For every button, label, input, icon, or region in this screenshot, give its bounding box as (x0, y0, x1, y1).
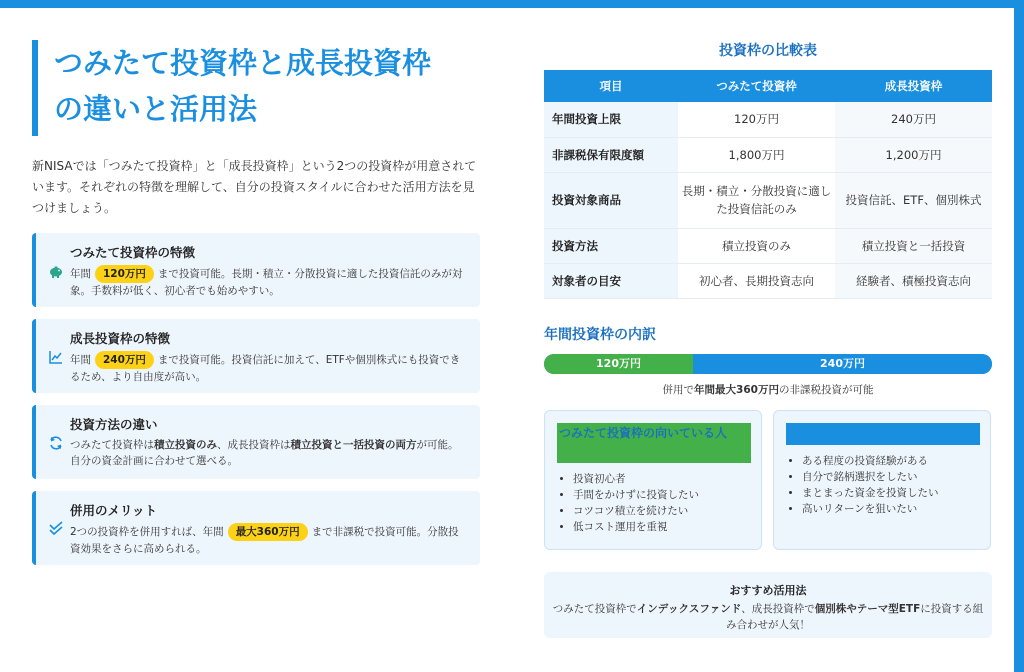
card-combined-merit (32, 491, 480, 565)
top-accent-bar (0, 0, 1024, 8)
page-title (32, 40, 480, 136)
table-header-cell: つみたて投資枠 (678, 70, 835, 102)
card-method-difference (32, 405, 480, 479)
comparison-table (544, 70, 992, 299)
suitability-list (786, 453, 978, 517)
intro-text: 新NISAでは「つみたて投資枠」と「成長投資枠」という2つの投資枠が用意されています。それぞれの特徴を理解して、自分の投資スタイルに合わせた活用方法を見つけましょう。 (32, 159, 477, 215)
card-growth-feature (32, 319, 480, 393)
card-title: 投資方法の違い (70, 417, 158, 432)
suitability-box-title-bar (786, 423, 980, 445)
table-cell: 120万円 (678, 102, 835, 137)
breakdown-section (544, 324, 992, 397)
table-cell: 投資方法 (544, 228, 678, 263)
chart-line-icon (48, 349, 64, 365)
right-accent-bar (1014, 0, 1024, 672)
allocation-segment-growth: 240万円 (693, 354, 992, 374)
left-column (32, 40, 480, 555)
card-text: 2つの投資枠を併用すれば、年間 最大360万円 まで非課税で投資可能。分散投資効果をさらに高められる。 (70, 523, 466, 557)
allocation-segment-tsumitate: 120万円 (544, 354, 693, 374)
table-cell: 投資信託、ETF、個別株式 (835, 172, 992, 228)
table-cell: 非課税保有限度額 (544, 137, 678, 172)
allocation-bar (544, 354, 992, 374)
table-cell: 1,800万円 (678, 137, 835, 172)
table-cell: 年間投資上限 (544, 102, 678, 137)
table-cell: 経験者、積極投資志向 (835, 263, 992, 298)
suitability-box-tsumitate (544, 410, 762, 550)
list-item: • 投資初心者 (573, 471, 749, 487)
table-cell: 対象者の目安 (544, 263, 678, 298)
double-check-icon (48, 521, 64, 537)
table-cell: 積立投資のみ (678, 228, 835, 263)
table-cell: 240万円 (835, 102, 992, 137)
list-item: • 低コスト運用を重視 (573, 519, 749, 535)
card-title: つみたて投資枠の特徴 (70, 245, 196, 260)
suitability-box-title: つみたて投資枠の向いている人 (557, 423, 751, 463)
table-row (544, 263, 992, 298)
list-item: • まとまった資金を投資したい (802, 485, 978, 501)
table-cell: 1,200万円 (835, 137, 992, 172)
table-row (544, 228, 992, 263)
table-header-cell: 項目 (544, 70, 678, 102)
table-row (544, 137, 992, 172)
table-header-row (544, 70, 992, 102)
recommendation-text: つみたて投資枠でインデックスファンド、成長投資枠で個別株やテーマ型ETFに投資する組み合わせが人気！ (552, 603, 984, 631)
list-item: • 手間をかけずに投資したい (573, 487, 749, 503)
list-item: • 自分で銘柄選択をしたい (802, 469, 978, 485)
comparison-title: 投資枠の比較表 (719, 43, 817, 59)
card-tsumitate-feature (32, 233, 480, 307)
list-item: • コツコツ積立を続けたい (573, 503, 749, 519)
right-column (544, 40, 992, 631)
allocation-note: 併用で年間最大360万円の非課税投資が可能 (662, 384, 874, 396)
table-row (544, 102, 992, 137)
table-cell: 初心者、長期投資志向 (678, 263, 835, 298)
breakdown-title: 年間投資枠の内訳 (544, 327, 656, 343)
suitability-list (557, 471, 749, 535)
card-text: 年間 120万円 まで投資可能。長期・積立・分散投資に適した投資信託のみが対象。手数料が低く、初心者でも始めやすい。 (70, 265, 466, 299)
card-title: 併用のメリット (70, 503, 158, 518)
page-title-line1: つみたて投資枠と成長投資枠 (54, 46, 432, 80)
table-cell: 積立投資と一括投資 (835, 228, 992, 263)
card-text: つみたて投資枠は積立投資のみ、成長投資枠は積立投資と一括投資の両方が可能。自分の資金計画に合わせて選べる。 (70, 439, 459, 467)
highlight-badge: 120万円 (95, 265, 154, 283)
refresh-icon (48, 435, 64, 451)
recommendation-title: おすすめ活用法 (729, 584, 807, 597)
list-item: • ある程度の投資経験がある (802, 453, 978, 469)
list-item: • 高いリターンを狙いたい (802, 501, 978, 517)
suitability-box-growth (773, 410, 991, 550)
suitability-section (544, 410, 992, 550)
page-title-line2: の違いと活用法 (54, 92, 258, 126)
table-cell: 投資対象商品 (544, 172, 678, 228)
card-title: 成長投資枠の特徴 (70, 331, 171, 346)
table-row (544, 172, 992, 228)
piggy-bank-icon (48, 263, 64, 279)
table-cell: 長期・積立・分散投資に適した投資信託のみ (678, 172, 835, 228)
highlight-badge: 240万円 (95, 351, 154, 369)
highlight-badge: 最大360万円 (228, 523, 308, 541)
table-header-cell: 成長投資枠 (835, 70, 992, 102)
card-text: 年間 240万円 まで投資可能。投資信託に加えて、ETFや個別株式にも投資できるため、より自由度が高い。 (70, 351, 466, 385)
recommendation-box (544, 572, 992, 638)
